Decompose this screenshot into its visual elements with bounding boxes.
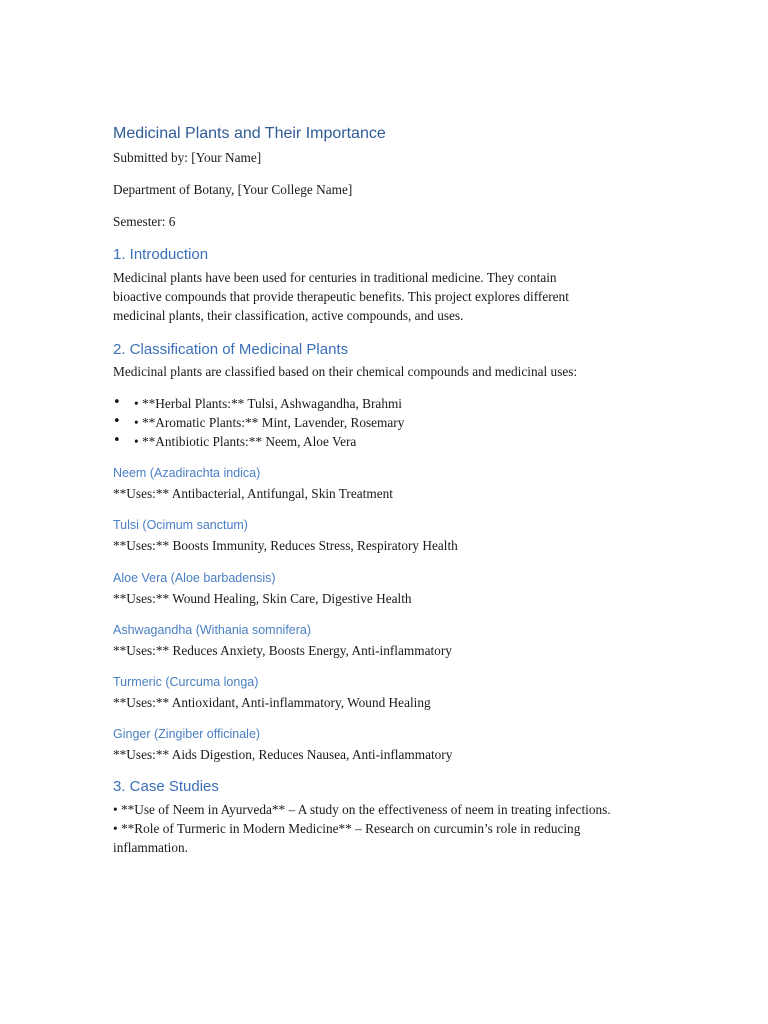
plant-uses: **Uses:** Reduces Anxiety, Boosts Energy, Anti-inflammatory: [113, 643, 452, 658]
plant-uses: **Uses:** Boosts Immunity, Reduces Stress, Respiratory Health: [113, 538, 458, 553]
plant-name: Turmeric (Curcuma longa): [113, 675, 259, 689]
document-title: Medicinal Plants and Their Importance: [113, 125, 386, 142]
department: Department of Botany, [Your College Name]: [113, 182, 353, 197]
bullet-marker: •: [113, 395, 121, 410]
heading-case-studies: 3. Case Studies: [113, 778, 219, 795]
intro-line: Medicinal plants have been used for centuries in traditional medicine. They contain: [113, 270, 557, 285]
plant-name: Ashwagandha (Withania somnifera): [113, 623, 312, 637]
intro-line: medicinal plants, their classification, active compounds, and uses.: [113, 308, 464, 323]
submitted-by: Submitted by: [Your Name]: [113, 150, 262, 165]
plant-name: Aloe Vera (Aloe barbadensis): [113, 571, 276, 585]
intro-line: bioactive compounds that provide therapeutic benefits. This project explores different: [113, 289, 569, 304]
plant-name: Neem (Azadirachta indica): [113, 466, 261, 480]
plant-name: Ginger (Zingiber officinale): [113, 727, 261, 741]
classification-bullet: • **Antibiotic Plants:** Neem, Aloe Vera: [134, 434, 357, 449]
bullet-marker: •: [113, 433, 121, 448]
plant-uses: **Uses:** Wound Healing, Skin Care, Digestive Health: [113, 591, 412, 606]
bullet-marker: •: [113, 414, 121, 429]
plant-uses: **Uses:** Antibacterial, Antifungal, Skin Treatment: [113, 486, 393, 501]
case-study-line: • **Role of Turmeric in Modern Medicine** – Research on curcumin’s role in reducing: [113, 821, 581, 836]
heading-classification: 2. Classification of Medicinal Plants: [113, 341, 349, 358]
plant-name: Tulsi (Ocimum sanctum): [113, 518, 248, 532]
case-study-line: • **Use of Neem in Ayurveda** – A study on the effectiveness of neem in treating infections.: [113, 802, 611, 817]
classification-bullet: • **Aromatic Plants:** Mint, Lavender, Rosemary: [134, 415, 405, 430]
classification-intro: Medicinal plants are classified based on their chemical compounds and medicinal uses:: [113, 364, 578, 379]
heading-introduction: 1. Introduction: [113, 246, 209, 263]
plant-uses: **Uses:** Aids Digestion, Reduces Nausea, Anti-inflammatory: [113, 747, 453, 762]
case-study-line: inflammation.: [113, 840, 188, 855]
classification-bullet: • **Herbal Plants:** Tulsi, Ashwagandha, Brahmi: [134, 396, 403, 411]
plant-uses: **Uses:** Antioxidant, Anti-inflammatory, Wound Healing: [113, 695, 431, 710]
semester: Semester: 6: [113, 214, 176, 229]
